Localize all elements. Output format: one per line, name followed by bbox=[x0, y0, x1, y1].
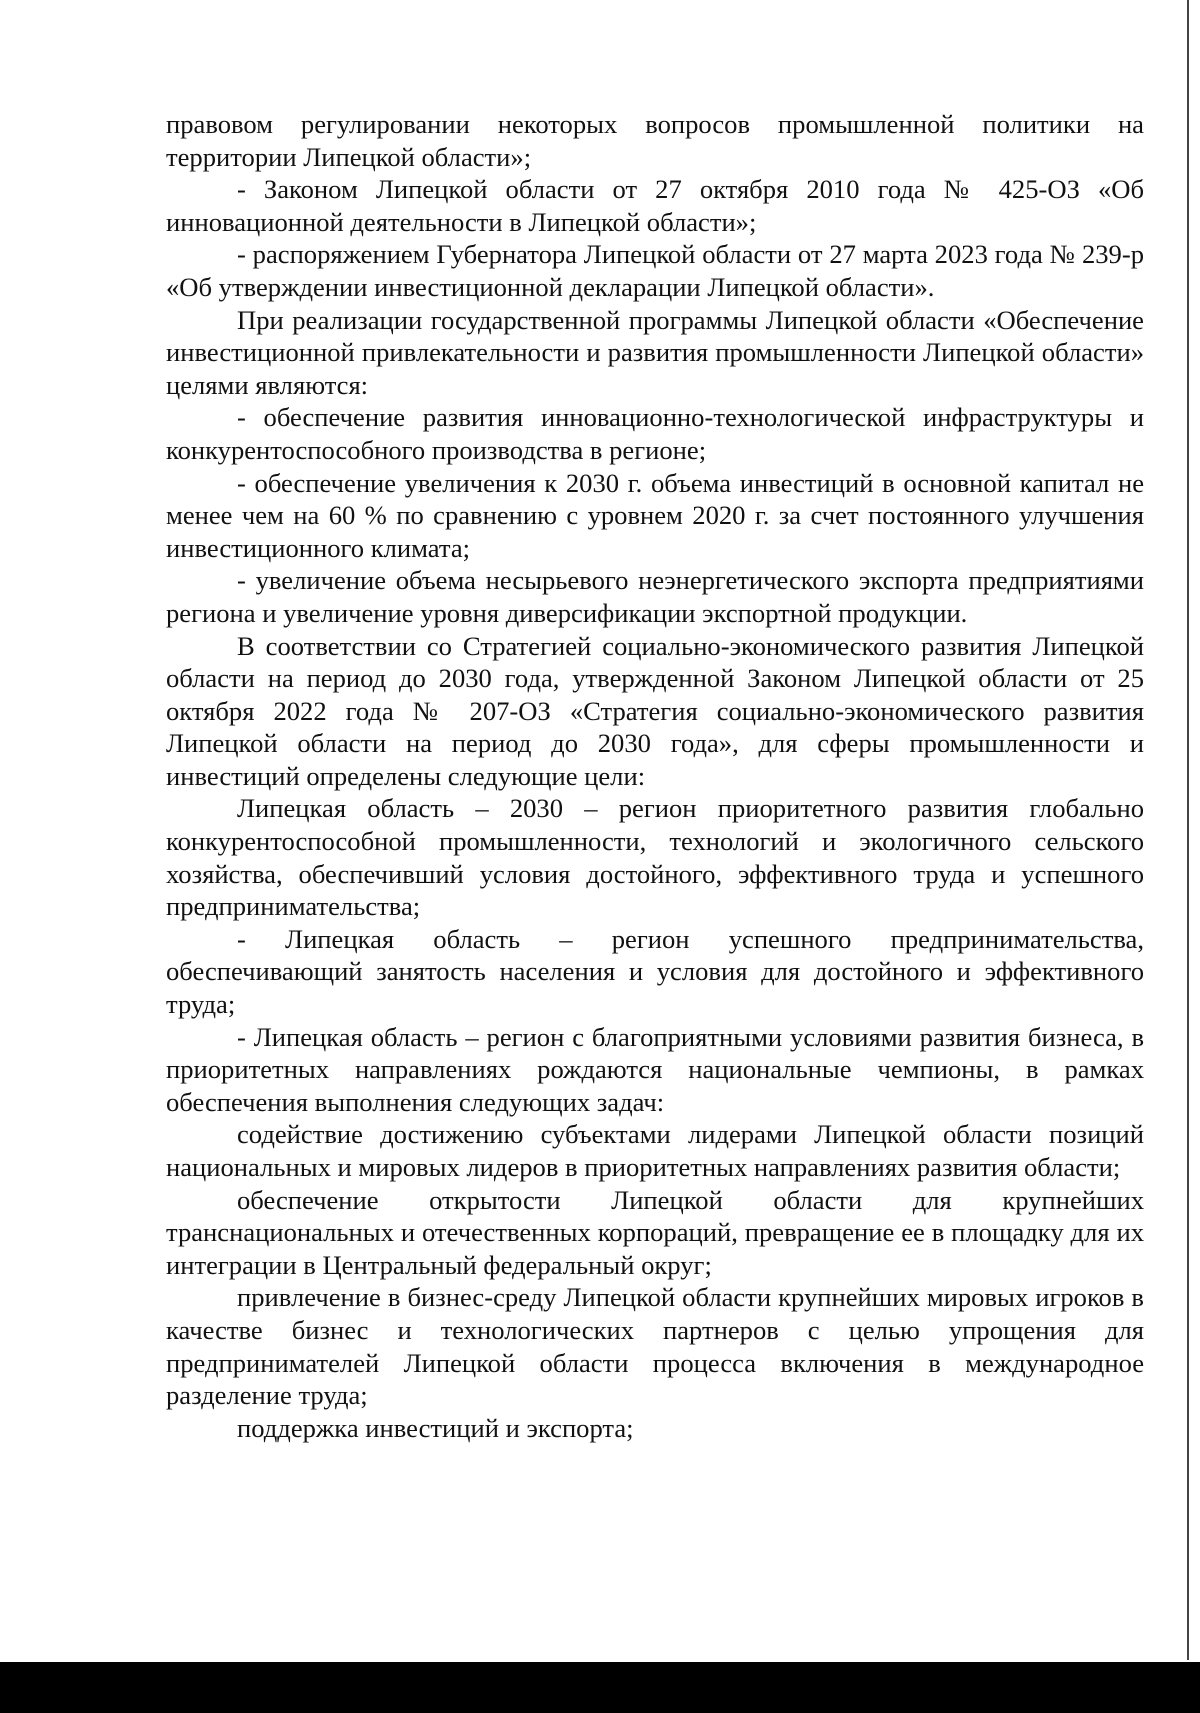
document-body bbox=[166, 108, 1144, 1444]
paragraph: - обеспечение увеличения к 2030 г. объема инвестиций в основной капитал не менее чем на 60 % по сравнению с уровнем 2020 г. за счет постоянного улучшения инвестиционного климата; bbox=[166, 467, 1144, 563]
paragraph: содействие достижению субъектами лидерами Липецкой области позиций национальных и мировых лидеров в приоритетных направлениях развития области; bbox=[166, 1119, 1144, 1182]
paragraph: привлечение в бизнес-среду Липецкой области крупнейших мировых игроков в качестве бизнес и технологических партнеров с целью упрощения для предпринимателей Липецкой области процесса включения в международное разделение труда; bbox=[166, 1282, 1144, 1411]
paragraph: - распоряжением Губернатора Липецкой области от 27 марта 2023 года № 239-р «Об утверждении инвестиционной декларации Липецкой области». bbox=[166, 239, 1144, 302]
paragraph: - Липецкая область – регион успешного предпринимательства, обеспечивающий занятость населения и условия для достойного и эффективного труда; bbox=[166, 923, 1144, 1020]
scan-bottom-border bbox=[0, 1662, 1200, 1713]
paragraph: - увеличение объема несырьевого неэнергетического экспорта предприятиями региона и увеличение уровня диверсификации экспортной продукции. bbox=[166, 565, 1144, 628]
paragraph: Липецкая область – 2030 – регион приоритетного развития глобально конкурентоспособной промышленности, технологий и экологичного сельского хозяйства, обеспечивший условия достойного, эффективного труда и успешного предпринимательства; bbox=[166, 793, 1144, 922]
paragraph: - Липецкая область – регион с благоприятными условиями развития бизнеса, в приоритетных направлениях рождаются национальные чемпионы, в рамках обеспечения выполнения следующих задач: bbox=[166, 1021, 1144, 1117]
paragraph: - Законом Липецкой области от 27 октября 2010 года № 425-ОЗ «Об инновационной деятельности в Липецкой области»; bbox=[166, 174, 1144, 237]
paragraph: В соответствии со Стратегией социально-экономического развития Липецкой области на период до 2030 года, утвержденной Законом Липецкой области от 25 октября 2022 года № 207-ОЗ «Стратегия социально-экономического развития Липецкой области на период до 2030 года», для сферы промышленности и инвестиций определены следующие цели: bbox=[166, 630, 1144, 791]
paragraph: поддержка инвестиций и экспорта; bbox=[237, 1412, 634, 1443]
paragraph: обеспечение открытости Липецкой области для крупнейших транснациональных и отечественных корпораций, превращение ее в площадку для их интеграции в Центральный федеральный округ; bbox=[166, 1184, 1144, 1280]
scan-edge-line bbox=[1187, 0, 1189, 1660]
paragraph: правовом регулировании некоторых вопросов промышленной политики на территории Липецкой области»; bbox=[166, 109, 1144, 172]
paragraph: При реализации государственной программы Липецкой области «Обеспечение инвестиционной привлекательности и развития промышленности Липецкой области» целями являются: bbox=[166, 304, 1144, 400]
paragraph: - обеспечение развития инновационно-технологической инфраструктуры и конкурентоспособного производства в регионе; bbox=[166, 402, 1144, 465]
